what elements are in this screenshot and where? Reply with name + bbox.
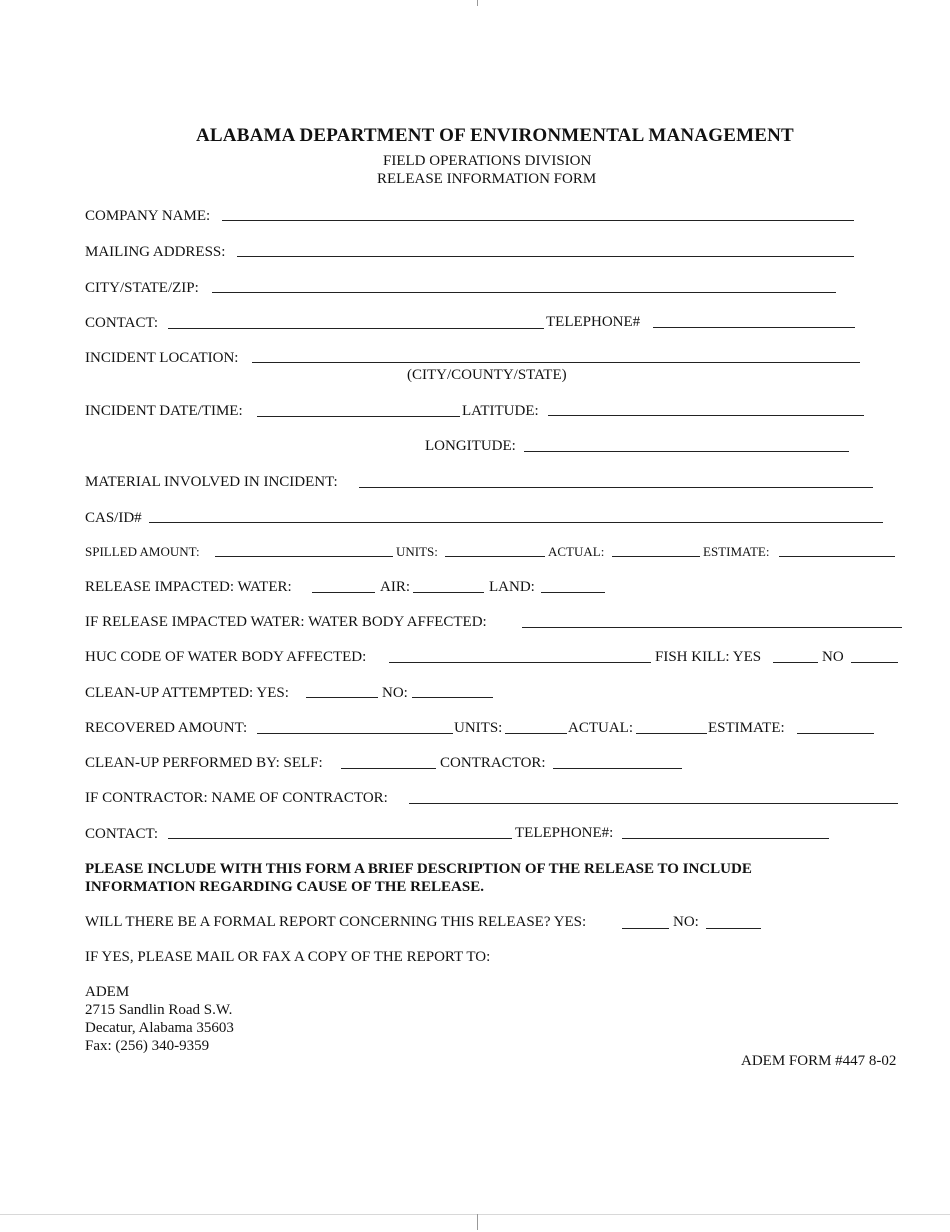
recovered-amount-field[interactable]: [257, 733, 453, 734]
mail-fax-instruction: IF YES, PLEASE MAIL OR FAX A COPY OF THE REPORT TO:: [85, 949, 491, 965]
units-label: UNITS:: [396, 544, 438, 559]
actual-field[interactable]: [612, 556, 700, 557]
fish-kill-yes-field[interactable]: [773, 662, 818, 663]
water-body-label: IF RELEASE IMPACTED WATER: WATER BODY AFFECTED:: [85, 614, 487, 630]
formal-report-label: WILL THERE BE A FORMAL REPORT CONCERNING THIS RELEASE? YES:: [85, 914, 587, 930]
contractor-name-label: IF CONTRACTOR: NAME OF CONTRACTOR:: [85, 790, 388, 806]
material-field[interactable]: [359, 487, 873, 488]
spilled-amount-field[interactable]: [215, 556, 393, 557]
rec-units-field[interactable]: [505, 733, 567, 734]
cleanup-attempted-label: CLEAN-UP ATTEMPTED: YES:: [85, 685, 289, 701]
company-name-field[interactable]: [222, 220, 854, 221]
recovered-amount-label: RECOVERED AMOUNT:: [85, 720, 248, 736]
contractor-name-field[interactable]: [409, 803, 898, 804]
company-name-label: COMPANY NAME:: [85, 208, 211, 224]
cleanup-no-field[interactable]: [412, 697, 493, 698]
material-label: MATERIAL INVOLVED IN INCIDENT:: [85, 474, 338, 490]
huc-code-label: HUC CODE OF WATER BODY AFFECTED:: [85, 649, 367, 665]
formal-report-no-field[interactable]: [706, 928, 761, 929]
latitude-label: LATITUDE:: [462, 403, 539, 419]
self-field[interactable]: [341, 768, 436, 769]
contact-field[interactable]: [168, 328, 544, 329]
incident-datetime-label: INCIDENT DATE/TIME:: [85, 403, 243, 419]
longitude-field[interactable]: [524, 451, 849, 452]
longitude-label: LONGITUDE:: [425, 438, 516, 454]
rec-actual-label: ACTUAL:: [568, 720, 633, 736]
huc-code-field[interactable]: [389, 662, 651, 663]
agency-title: ALABAMA DEPARTMENT OF ENVIRONMENTAL MANAGEMENT: [196, 125, 794, 146]
water-body-field[interactable]: [522, 627, 902, 628]
address-name: ADEM: [85, 984, 130, 1000]
form-id: ADEM FORM #447 8-02: [741, 1053, 897, 1069]
contractor-telephone-field[interactable]: [622, 838, 829, 839]
spilled-amount-label: SPILLED AMOUNT:: [85, 544, 200, 559]
fish-kill-no-label: NO: [822, 649, 844, 665]
release-impacted-label: RELEASE IMPACTED: WATER:: [85, 579, 292, 595]
city-state-zip-field[interactable]: [212, 292, 836, 293]
water-field[interactable]: [312, 592, 375, 593]
rec-units-label: UNITS:: [454, 720, 503, 736]
fish-kill-yes-label: FISH KILL: YES: [655, 649, 762, 665]
contact-label: CONTACT:: [85, 315, 159, 331]
fish-kill-no-field[interactable]: [851, 662, 898, 663]
contractor-field[interactable]: [553, 768, 682, 769]
telephone-label: TELEPHONE#: [546, 314, 641, 330]
rec-estimate-label: ESTIMATE:: [708, 720, 785, 736]
cleanup-yes-field[interactable]: [306, 697, 378, 698]
cleanup-no-label: NO:: [382, 685, 408, 701]
actual-label: ACTUAL:: [548, 544, 605, 559]
incident-location-field[interactable]: [252, 362, 860, 363]
incident-datetime-field[interactable]: [257, 416, 460, 417]
estimate-label: ESTIMATE:: [703, 544, 770, 559]
division-title: FIELD OPERATIONS DIVISION: [383, 153, 592, 169]
air-field[interactable]: [413, 592, 484, 593]
formal-report-yes-field[interactable]: [622, 928, 669, 929]
cas-id-field[interactable]: [149, 522, 883, 523]
mailing-address-field[interactable]: [237, 256, 854, 257]
formal-report-no-label: NO:: [673, 914, 699, 930]
address-street: 2715 Sandlin Road S.W.: [85, 1002, 233, 1018]
units-field[interactable]: [445, 556, 545, 557]
telephone-field[interactable]: [653, 327, 855, 328]
contractor-telephone-label: TELEPHONE#:: [515, 825, 614, 841]
mailing-address-label: MAILING ADDRESS:: [85, 244, 226, 260]
air-label: AIR:: [380, 579, 410, 595]
rec-estimate-field[interactable]: [797, 733, 874, 734]
city-state-zip-label: CITY/STATE/ZIP:: [85, 280, 199, 296]
estimate-field[interactable]: [779, 556, 895, 557]
land-label: LAND:: [489, 579, 535, 595]
contractor-contact-field[interactable]: [168, 838, 512, 839]
location-hint: (CITY/COUNTY/STATE): [407, 367, 567, 383]
incident-location-label: INCIDENT LOCATION:: [85, 350, 239, 366]
scan-mark-bottom: [477, 1214, 478, 1230]
instructions-line-1: PLEASE INCLUDE WITH THIS FORM A BRIEF DESCRIPTION OF THE RELEASE TO INCLUDE: [85, 861, 752, 877]
latitude-field[interactable]: [548, 415, 864, 416]
contractor-contact-label: CONTACT:: [85, 826, 159, 842]
rec-actual-field[interactable]: [636, 733, 707, 734]
address-city: Decatur, Alabama 35603: [85, 1020, 234, 1036]
land-field[interactable]: [541, 592, 605, 593]
form-title: RELEASE INFORMATION FORM: [377, 171, 597, 187]
instructions-line-2: INFORMATION REGARDING CAUSE OF THE RELEASE.: [85, 879, 484, 895]
cas-id-label: CAS/ID#: [85, 510, 142, 526]
cleanup-performed-label: CLEAN-UP PERFORMED BY: SELF:: [85, 755, 323, 771]
scan-edge-line: [0, 1214, 950, 1215]
contractor-label: CONTRACTOR:: [440, 755, 546, 771]
address-fax: Fax: (256) 340-9359: [85, 1038, 210, 1054]
scan-mark: [477, 0, 478, 6]
